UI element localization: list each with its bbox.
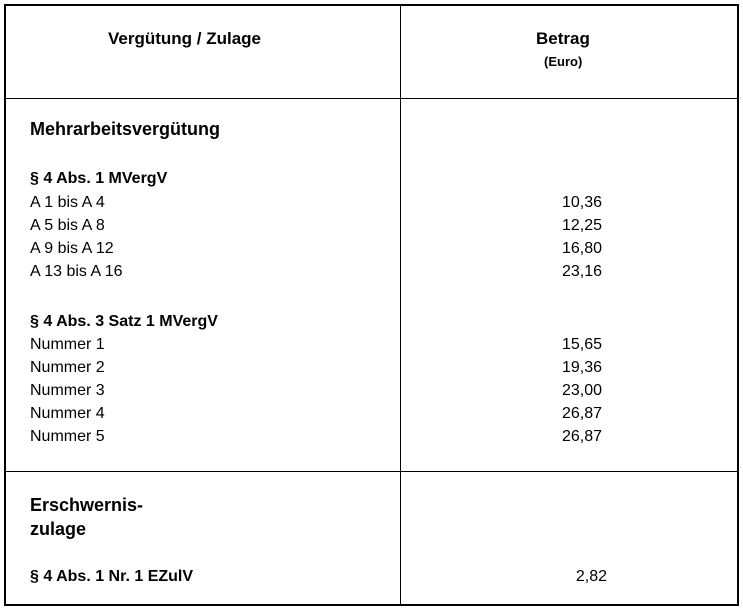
group-title-mvergv-abs3: § 4 Abs. 3 Satz 1 MVergV — [30, 313, 218, 330]
row-label: A 13 bis A 16 — [30, 263, 123, 280]
row-label: Nummer 4 — [30, 405, 105, 422]
header-col-amount-unit: (Euro) — [544, 54, 583, 69]
header-col-label: Vergütung / Zulage — [108, 29, 262, 48]
section-title-erschwernis-line2: zulage — [30, 519, 87, 539]
row-label: A 5 bis A 8 — [30, 217, 105, 234]
row-value: 23,00 — [561, 382, 602, 399]
row-value: 15,65 — [561, 336, 602, 353]
row-label: A 1 bis A 4 — [30, 194, 105, 211]
section-title-mehrarbeit: Mehrarbeitsvergütung — [30, 119, 221, 139]
column-divider — [400, 6, 401, 604]
row-label-ezulv: § 4 Abs. 1 Nr. 1 EZulV — [30, 568, 194, 585]
row-value: 10,36 — [561, 194, 602, 211]
row-value: 23,16 — [561, 263, 602, 280]
section-title-erschwernis-line1: Erschwernis- — [30, 495, 144, 515]
row-value: 19,36 — [561, 359, 602, 376]
group-title-mvergv-abs1: § 4 Abs. 1 MVergV — [30, 170, 168, 187]
header-col-amount: Betrag — [536, 29, 590, 48]
row-value-ezulv: 2,82 — [575, 568, 607, 585]
row-label: Nummer 3 — [30, 382, 105, 399]
row-value: 16,80 — [561, 240, 602, 257]
row-value: 26,87 — [561, 428, 602, 445]
row-label: Nummer 1 — [30, 336, 105, 353]
row-value: 12,25 — [561, 217, 602, 234]
header-divider — [6, 98, 737, 99]
row-label: A 9 bis A 12 — [30, 240, 114, 257]
row-label: Nummer 2 — [30, 359, 105, 376]
row-value: 26,87 — [561, 405, 602, 422]
compensation-table — [4, 4, 739, 606]
row-label: Nummer 5 — [30, 428, 105, 445]
section-divider — [6, 471, 737, 472]
